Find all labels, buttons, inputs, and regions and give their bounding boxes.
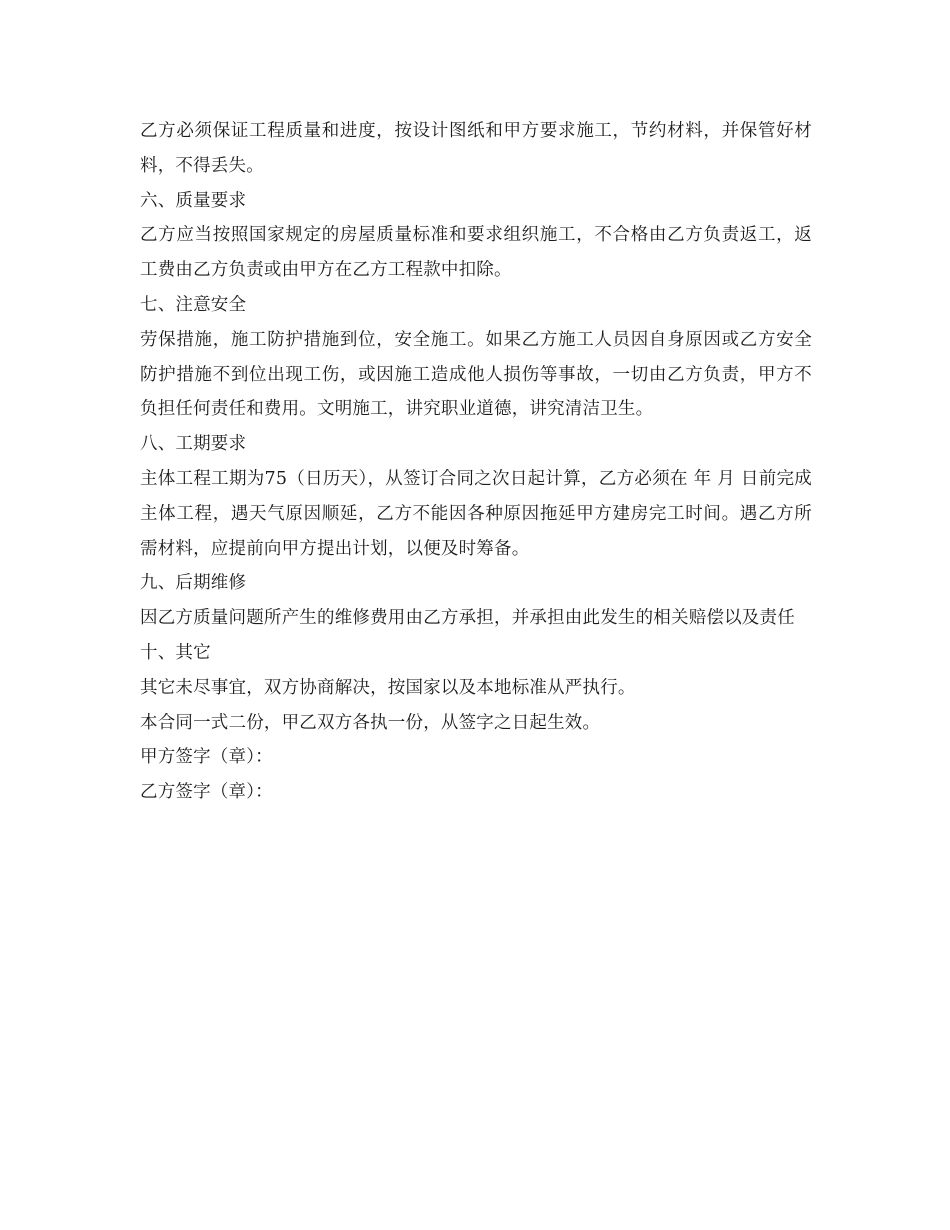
heading-section-8: 八、工期要求 [140, 434, 247, 455]
para-maintenance: 因乙方质量问题所产生的维修费用由乙方承担，并承担由此发生的相关赔偿以及责任 [140, 608, 795, 629]
para-quality-progress: 乙方必须保证工程质量和进度，按设计图纸和甲方要求施工，节约材料，并保管好材料，不得丢失。 [140, 121, 812, 176]
para-quality-requirements: 乙方应当按照国家规定的房屋质量标准和要求组织施工，不合格由乙方负责返工，返工费由乙方负责或由甲方在乙方工程款中扣除。 [140, 225, 812, 281]
heading-section-7: 七、注意安全 [140, 294, 247, 315]
para-safety: 劳保措施，施工防护措施到位，安全施工。如果乙方施工人员因自身原因或乙方安全防护措施不到位出现工伤，或因施工造成他人损伤等事故，一切由乙方负责，甲方不负担任何责任和费用。文明施工，讲究职业道德，讲究清洁卫生。 [140, 329, 812, 420]
para-other-matters: 其它未尽事宜，双方协商解决，按国家以及本地标准从严执行。 [140, 677, 636, 698]
signature-party-a: 甲方签字（章）： [140, 747, 273, 768]
para-schedule: 主体工程工期为75（日历天），从签订合同之次日起计算，乙方必须在 年 月 日前完成主体工程，遇天气原因顺延，乙方不能因各种原因拖延甲方建房完工时间。遇乙方所需材料，应提前向甲方提出计划，以便及时筹备。 [140, 468, 812, 559]
signature-party-b: 乙方签字（章）： [140, 782, 273, 803]
heading-section-9: 九、后期维修 [140, 573, 247, 594]
heading-section-10: 十、其它 [140, 642, 211, 663]
heading-section-6: 六、质量要求 [140, 190, 247, 211]
para-copies: 本合同一式二份，甲乙双方各执一份，从签字之日起生效。 [140, 712, 601, 733]
document-page [140, 114, 812, 810]
